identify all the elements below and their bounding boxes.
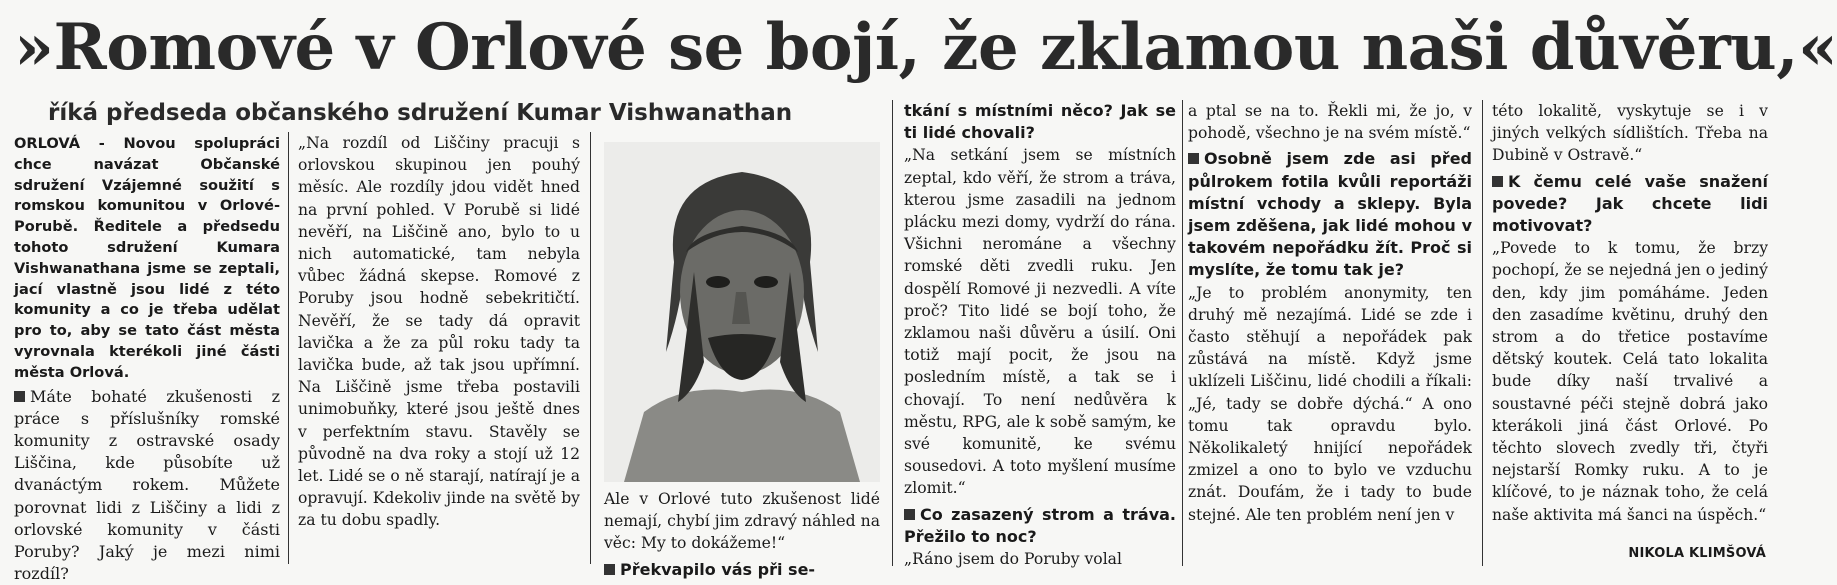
answer-4: „Je to problém anonymity, ten druhý mě nezajímá. Lidé se zde i často stěhují a nepořádek pak zůstává na místě. Když jsme uklízeli Liščinu, lidé chodili a říkali: „Jé, tady se dobře dýchá.“ A ono tomu tak opravdu bylo. Několikaletý hnijící nepořádek zmizel a ono to bylo ve vzduchu znát. Doufám, že i tady to bude stejné. Ale ten problém není jen v	[1188, 283, 1472, 524]
column-divider	[288, 132, 289, 564]
column-divider	[1182, 100, 1183, 566]
answer-1-continued: Ale v Orlové tuto zkušenost lidé nemají, chybí jim zdravý náhled na věc: My to dokážeme!“	[604, 490, 880, 553]
column-divider	[590, 132, 591, 564]
column-2	[298, 132, 580, 562]
question-marker-icon	[1188, 153, 1199, 164]
question-3: Co zasazený strom a tráva. Přežilo to noc?	[904, 504, 1176, 546]
question-1	[14, 386, 280, 585]
question-5: K čemu celé vaše snažení povede? Jak chcete lidi motivovat?	[1492, 171, 1768, 236]
column-6	[1492, 100, 1768, 540]
column-divider	[1482, 100, 1483, 566]
column-1	[14, 134, 280, 584]
question-marker-icon	[604, 564, 615, 575]
answer-4-continued: této lokalitě, vyskytuje se i v jiných velkých sídlištích. Třeba na Dubině v Ostravě.“	[1492, 102, 1768, 165]
column-3	[604, 488, 880, 579]
question-4: Osobně jsem zde asi před půlrokem fotila kvůli reportáži místní vchody a sklepy. Byla jsem zděšena, jak lidé mohou v takovém nepořádku žít. Proč si myslíte, že tomu tak je?	[1188, 149, 1472, 280]
question-2-start: Překvapilo vás při se-	[604, 559, 880, 581]
question-2-end: tkání s místními něco? Jak se ti lidé chovali?	[904, 101, 1176, 143]
portrait-illustration	[604, 142, 880, 482]
answer-3-start: „Ráno jsem do Poruby volal	[904, 550, 1122, 569]
subheadline: říká předseda občanského sdružení Kumar Vishwanathan	[48, 100, 793, 126]
answer-1: „Na rozdíl od Liščiny pracuji s orlovskou skupinou jen pouhý měsíc. Ale rozdíly jdou vidět hned na první pohled. V Porubě si lidé nevěří, na Liščině ano, bylo to u nich automatické, tam nebyla vůbec žádná skepse. Romové z Poruby jsou hodně sebekritičtí. Nevěří, že se tady dá opravit lavička a že za půl roku tady ta lavička bude, až tak jsou upřímní. Na Liščině jsme třeba postavili unimobuňky, které jsou ještě dnes v perfektním stavu. Stavěly se původně na dva roky a stojí už 12 let. Lidé se o ně starají, natírají je a opravují. Kdekoliv jinde na světě by za tu dobu spadly.	[298, 134, 580, 530]
answer-5: „Povede to k tomu, že brzy pochopí, že se nejedná jen o jediný den, kdy jim pomáháme. Jeden den zasadíme květinu, druhý den strom a do třetice postavíme dětský koutek. Celá tato lokalita bude díky naší trvalivé a soustavné péči stejně dobrá jako kterákoli jiná část Orlové. Po těchto slovech zvedly tři, čtyři nejstarší Romky ruku. A to je klíčové, to je náznak toho, že celá naše aktivita má šanci na úspěch.“	[1492, 239, 1768, 524]
column-5	[1188, 100, 1472, 568]
lead-paragraph: ORLOVÁ - Novou spolupráci chce navázat Občanské sdružení Vzájemné soužití s romskou komunitou v Orlové-Porubě. Ředitele a předsedu tohoto sdružení Kumara Vishwanathana jsme se zeptali, jací vlastně jsou lidé z této komunity a co je třeba udělat pro to, aby se tato část města vyrovnala kterékoli jiné části města Orlová.	[14, 135, 280, 381]
answer-3-end: a ptal se na to. Řekli mi, že jo, v pohodě, všechno je na svém místě.“	[1188, 102, 1472, 143]
headline: »Romové v Orlové se bojí, že zklamou naši důvěru,«	[14, 10, 1837, 85]
portrait-photo	[604, 142, 880, 482]
column-4	[904, 100, 1176, 568]
answer-2: „Na setkání jsem se místních zeptal, kdo věří, že strom a tráva, kterou jsme zasadili na jednom plácku mezi domy, vydrží do rána. Všichni nerománe a všechny romské děti zvedli ruku. Jen dospělí Romové ji nezvedli. A víte proč? Tito lidé se bojí toho, že zklamou naši důvěru a úsilí. Oni totiž mají pocit, že jsou na posledním místě, a tak se i chovají. To není nedůvěra k městu, RPG, ale k sobě samým, ke své komunitě, ke svému sousedovi. A toto myšlení musíme zlomit.“	[904, 146, 1176, 498]
column-divider	[892, 100, 893, 566]
question-marker-icon	[904, 509, 915, 520]
question-marker-icon	[1492, 176, 1503, 187]
question-1-text: Máte bohaté zkušenosti z práce s příslušníky romské komunity z ostravské osady Liščina, kde působíte už dvanáctým rokem. Můžete porovnat lidi z Liščiny a lidi z orlovské komunity v části Poruby? Jaký je mezi nimi rozdíl?	[14, 386, 280, 584]
author-byline: NIKOLA KLIMŠOVÁ	[1628, 546, 1766, 561]
question-marker-icon	[14, 391, 25, 402]
